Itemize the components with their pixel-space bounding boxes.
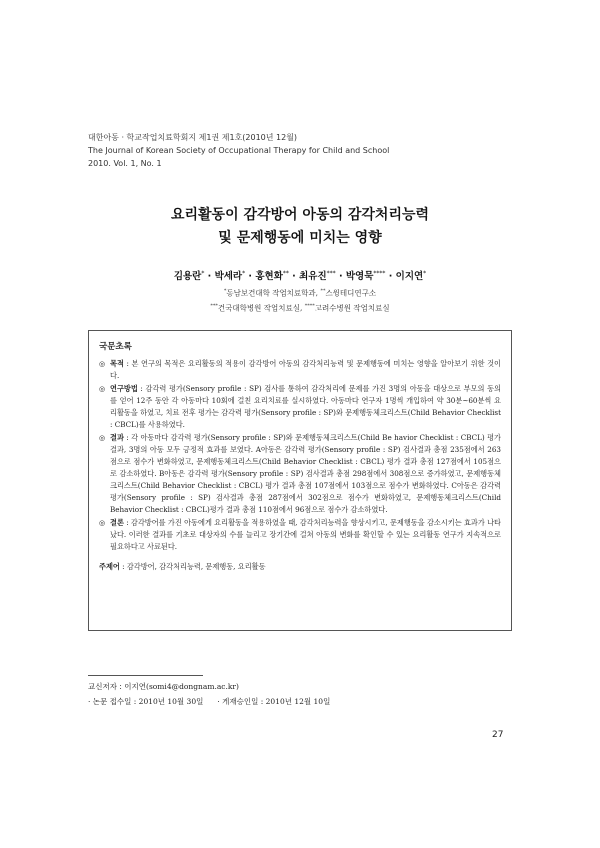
accepted-date: · 게재승인일 : 2010년 12월 10일 — [217, 697, 331, 706]
author: 최유진*** · — [299, 269, 346, 282]
author: 박영묵**** · — [345, 269, 396, 282]
abstract-methods: ◎ 연구방법 : 감각력 평가(Sensory profile : SP) 검사를 통하여 감각처리에 문제를 가진 3명의 아동을 대상으로 부모의 동의를 얻어 12주 동안 각 아동마다 10회에 걸친 요리치료를 실시하였다. 아동마다 연구자 1명씩 개입하여 약 30분~60분씩 요리활동을 하였고, 치료 전후 평가는 감각력 평가(Sensory profile : SP)와 문제행동체크리스트(Child Behavior Checklist : CBCL)를 사용하였다. — [99, 384, 501, 429]
author: 김용란* · — [173, 269, 215, 282]
author-list — [0, 268, 600, 282]
abstract-results: ◎ 결과 : 각 아동마다 감각력 평가(Sensory profile : SP)와 문제행동체크리스트(Child Be havior Checklist : CBCL) 평가 결과, 3명의 아동 모두 긍정적 효과를 보였다. A아동은 감각력 평가(Sensory profile : SP) 검사결과 총점 235점에서 263점으로 점수가 변화하였고, 문제행동체크리스트(Child Behavior Checklist : CBCL) 평가 결과 총점 127점에서 105점으로 감소하였다. B아동은 감각력 평가(Sensory profile : SP) 검사결과 총점 298점에서 308점으로 증가하였고, 문제행동체크리스트(Child Behavior Checklist : CBCL) 평가 결과 총점 107점에서 103점으로 점수가 변화하였다. C아동은 감각력 평가(Sensory profile : SP) 검사결과 총점 287점에서 302점으로 점수가 변화하였고, 문제행동체크리스트(Child Behavior Checklist : CBCL)평가 결과 총점 110점에서 96점으로 점수가 감소하였다. — [99, 433, 501, 514]
paper-title — [0, 204, 600, 250]
journal-title-korean: 대한아동 · 학교작업치료학회지 제1권 제1호(2010년 12월) — [88, 133, 298, 142]
author: 이지연* — [395, 269, 427, 282]
footnote-divider — [88, 675, 203, 676]
bullet-icon: ◎ — [99, 360, 106, 368]
page-number: 27 — [492, 730, 504, 740]
corresponding-email: (somi4@dongnam.ac.kr) — [146, 682, 239, 691]
corresponding-author: 교신저자 : 이지연(somi4@dongnam.ac.kr) — [88, 682, 239, 691]
title-line-2: 및 문제행동에 미치는 영향 — [218, 230, 382, 246]
keywords: 주제어 : 감각방어, 감각처리능력, 문제행동, 요리활동 — [99, 562, 266, 571]
submission-dates — [88, 696, 330, 707]
affiliation-line-1: *동남보건대학 작업치료학과, **스윙테디연구소 — [223, 288, 377, 298]
abstract-heading: 국문초록 — [99, 342, 132, 352]
received-date: · 논문 접수일 : 2010년 10월 30일 — [88, 697, 204, 706]
bullet-icon: ◎ — [99, 519, 106, 527]
abstract-conclusion: ◎ 결론 : 감각방어를 가진 아동에게 요리활동을 적용하였을 때, 감각처리능력을 향상시키고, 문제행동을 감소시키는 효과가 나타났다. 이러한 결과를 기초로 대상자의 수를 늘리고 장기간에 걸쳐 아동의 변화를 확인할 수 있는 요리활동 연구가 지속적으로 필요하다고 사료된다. — [99, 518, 501, 551]
abstract-purpose: ◎ 목적 : 본 연구의 목적은 요리활동의 적용이 감각방어 아동의 감각처리능력 및 문제행동에 미치는 영향을 알아보기 위한 것이다. — [99, 359, 501, 380]
author: 박세라* · — [214, 269, 256, 282]
affiliation-line-2: ***건국대학병원 작업치료실, ****고려수병원 작업치료실 — [210, 302, 390, 312]
abstract-box — [88, 330, 512, 631]
journal-title-english: The Journal of Korean Society of Occupational Therapy for Child and School — [88, 146, 390, 155]
title-line-1: 요리활동이 감각방어 아동의 감각처리능력 — [170, 207, 430, 223]
bullet-icon: ◎ — [99, 385, 106, 393]
author: 홍현화** · — [255, 269, 300, 282]
bullet-icon: ◎ — [99, 434, 106, 442]
journal-header — [88, 131, 389, 170]
affiliations — [0, 285, 600, 314]
journal-volume: 2010. Vol. 1, No. 1 — [88, 159, 162, 168]
